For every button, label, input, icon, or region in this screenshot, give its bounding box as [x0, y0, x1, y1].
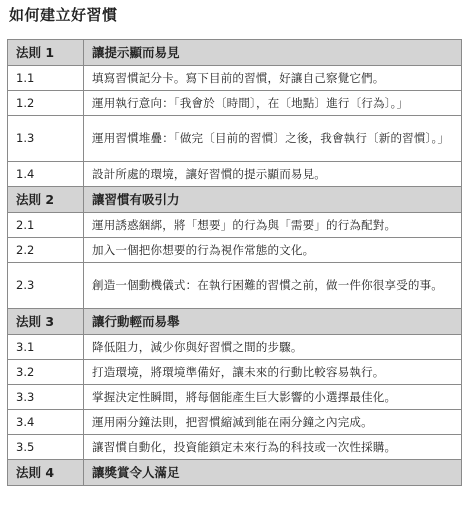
section-heading: 讓提示顯而易見 — [84, 40, 462, 66]
section-heading: 讓習慣有吸引力 — [84, 187, 462, 213]
item-number: 3.5 — [8, 435, 84, 460]
table-row — [8, 360, 462, 385]
table-row — [8, 66, 462, 91]
item-text: 加入一個把你想要的行為視作常態的文化。 — [84, 238, 462, 263]
document-title: 如何建立好習慣 — [9, 6, 118, 24]
table-row — [8, 238, 462, 263]
item-text: 讓習慣自動化，投資能鎖定未來行為的科技或一次性採購。 — [84, 435, 462, 460]
table-row — [8, 385, 462, 410]
item-text: 打造環境，將環境準備好，讓未來的行動比較容易執行。 — [84, 360, 462, 385]
item-number: 2.3 — [8, 263, 84, 309]
item-text: 創造一個動機儀式：在執行困難的習慣之前，做一件你很享受的事。 — [84, 263, 462, 309]
section-label: 法則 1 — [8, 40, 84, 66]
section-header-rule-1 — [8, 40, 462, 66]
table-row — [8, 213, 462, 238]
item-number: 3.3 — [8, 385, 84, 410]
section-label: 法則 3 — [8, 309, 84, 335]
item-number: 3.4 — [8, 410, 84, 435]
table-row — [8, 263, 462, 309]
item-number: 1.4 — [8, 162, 84, 187]
section-label: 法則 2 — [8, 187, 84, 213]
item-text: 運用兩分鐘法則，把習慣縮減到能在兩分鐘之內完成。 — [84, 410, 462, 435]
item-text: 運用習慣堆疊：「做完〔目前的習慣〕之後，我會執行〔新的習慣〕。」 — [84, 116, 462, 162]
table-row — [8, 162, 462, 187]
table-row — [8, 410, 462, 435]
section-heading: 讓行動輕而易舉 — [84, 309, 462, 335]
item-text: 掌握決定性瞬間，將每個能產生巨大影響的小選擇最佳化。 — [84, 385, 462, 410]
item-number: 1.3 — [8, 116, 84, 162]
section-header-rule-4 — [8, 460, 462, 486]
item-text: 降低阻力，減少你與好習慣之間的步驟。 — [84, 335, 462, 360]
item-number: 3.1 — [8, 335, 84, 360]
item-number: 2.2 — [8, 238, 84, 263]
item-number: 3.2 — [8, 360, 84, 385]
section-header-rule-2 — [8, 187, 462, 213]
item-text: 運用執行意向：「我會於〔時間〕，在〔地點〕進行〔行為〕。」 — [84, 91, 462, 116]
habit-rules-table — [7, 39, 462, 486]
table-row — [8, 435, 462, 460]
table-row — [8, 91, 462, 116]
table-row — [8, 335, 462, 360]
section-label: 法則 4 — [8, 460, 84, 486]
item-number: 1.1 — [8, 66, 84, 91]
item-text: 運用誘惑綑綁，將「想要」的行為與「需要」的行為配對。 — [84, 213, 462, 238]
item-text: 填寫習慣記分卡。寫下目前的習慣，好讓自己察覺它們。 — [84, 66, 462, 91]
table-row — [8, 116, 462, 162]
item-number: 2.1 — [8, 213, 84, 238]
section-header-rule-3 — [8, 309, 462, 335]
item-text: 設計所處的環境，讓好習慣的提示顯而易見。 — [84, 162, 462, 187]
item-number: 1.2 — [8, 91, 84, 116]
section-heading: 讓獎賞令人滿足 — [84, 460, 462, 486]
